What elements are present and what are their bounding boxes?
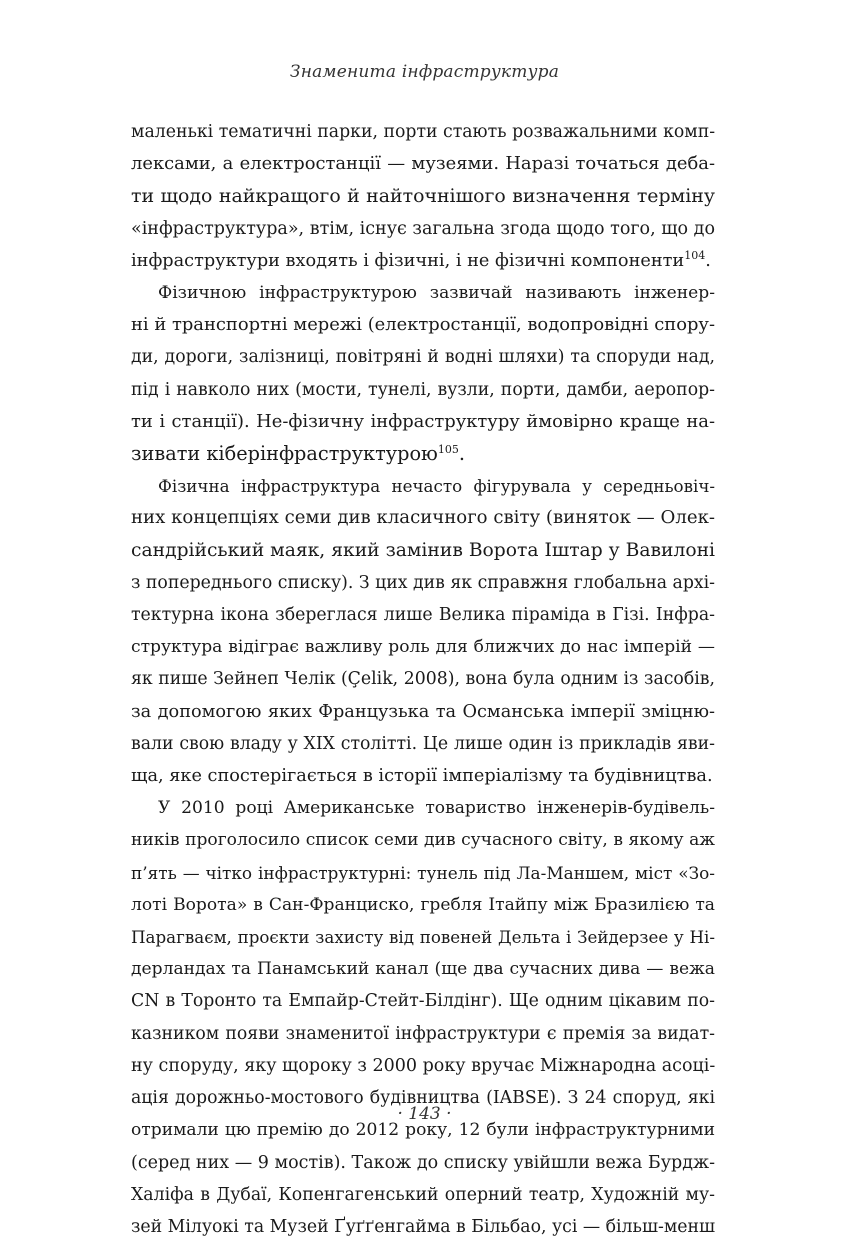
text-line: лексами, а електростанції — музеями. Наразі точаться деба- (131, 153, 715, 175)
body-text (131, 116, 715, 1243)
text-line-with-note (131, 438, 715, 470)
text-line-end: . (705, 250, 711, 271)
text-line: ща, яке спостерігається в історії імперіалізму та будівництва. (131, 766, 713, 787)
text-line: сандрійський маяк, який замінив Ворота Іштар у Вавилоні (131, 539, 715, 561)
text-line: отримали цю премію до 2012 року, 12 були інфраструктурними (131, 1120, 715, 1141)
text-line: Фізична інфраструктура нечасто фігурувала у середньовіч- (158, 476, 715, 497)
text-line: під і навколо них (мости, тунелі, вузли, порти, дамби, аеропор- (131, 379, 715, 400)
text-line: вали свою владу у XIX столітті. Це лише один із прикладів яви- (131, 733, 715, 754)
running-header: Знаменита інфраструктура (289, 62, 560, 82)
paragraph-3 (131, 470, 715, 792)
text-line: за допомогою яких Французька та Османська імперії зміцню- (131, 701, 715, 722)
paragraph-2 (131, 277, 715, 470)
paragraph-1 (131, 116, 715, 277)
text-line: ти щодо найкращого й найточнішого визначення терміну (131, 185, 715, 208)
text-line: ну споруду, яку щороку з 2000 року вручає Міжнародна асоці- (131, 1055, 716, 1076)
text-line: маленькі тематичні парки, порти стають розважальними комп- (131, 122, 716, 142)
text-line: ди, дороги, залізниці, повітряні й водні шляхи) та споруди над, (131, 347, 715, 368)
text-line: п’ять — чітко інфраструктурні: тунель під Ла-Маншем, міст «Зо- (131, 862, 715, 883)
text-line: У 2010 році Американське товариство інженерів-будівель- (158, 798, 715, 819)
text-line: тектурна ікона збереглася лише Велика піраміда в Гізі. Інфра- (131, 605, 715, 626)
text-line: Парагваєм, проєкти захисту від повеней Дельта і Зейдерзее у Ні- (131, 927, 715, 948)
text-line: ація дорожньо-мостового будівництва (IABSE). З 24 споруд, які (131, 1088, 715, 1109)
text-line: лоті Ворота» в Сан-Франциско, гребля Ітайпу між Бразилією та (131, 894, 715, 915)
text-line: з попереднього списку). З цих див як справжня глобальна архі- (131, 572, 716, 593)
text-line: ти і станції). Не-фізичну інфраструктуру ймовірно краще на- (131, 410, 715, 432)
text-line: ників проголосило список семи див сучасного світу, в якому аж (131, 830, 715, 851)
text-line: зивати кіберінфраструктурою (131, 442, 438, 466)
text-line: «інфраструктура», втім, існує загальна згода щодо того, що до (131, 218, 715, 239)
footnote-ref: 104 (684, 248, 706, 262)
text-line: ні й транспортні мережі (електростанції, водопровідні спору- (131, 314, 716, 336)
text-line: них концепціях семи див класичного світу (виняток — Олек- (131, 507, 715, 529)
footnote-ref: 105 (437, 443, 459, 457)
text-line: зей Мілуокі та Музей Ґуґґенгайма в Більбао, усі — більш-менш (131, 1216, 716, 1237)
text-line-with-note (131, 245, 715, 277)
text-line: CN в Торонто та Емпайр-Стейт-Білдінг). Ще одним цікавим по- (131, 991, 715, 1012)
text-line: дерландах та Панамський канал (ще два сучасних дива — вежа (131, 959, 715, 980)
text-line: Фізичною інфраструктурою зазвичай називають інженер- (158, 283, 715, 304)
text-line: інфраструктури входять і фізичні, і не фізичні компоненти (131, 250, 685, 271)
paragraph-4 (131, 792, 715, 1243)
text-line: структура відіграє важливу роль для ближчих до нас імперій — (131, 637, 715, 658)
text-line: (серед них — 9 мостів). Також до списку увійшли вежа Бурдж- (131, 1152, 715, 1173)
text-line: Халіфа в Дубаї, Копенгагенський оперний театр, Художній му- (131, 1184, 715, 1205)
text-line: як пише Зейнеп Челік (Çelik, 2008), вона була одним із засобів, (131, 669, 715, 690)
text-line: казником появи знаменитої інфраструктури є премія за видат- (131, 1023, 715, 1044)
page-number: · 143 · (397, 1104, 452, 1124)
text-line-end: . (458, 442, 465, 466)
